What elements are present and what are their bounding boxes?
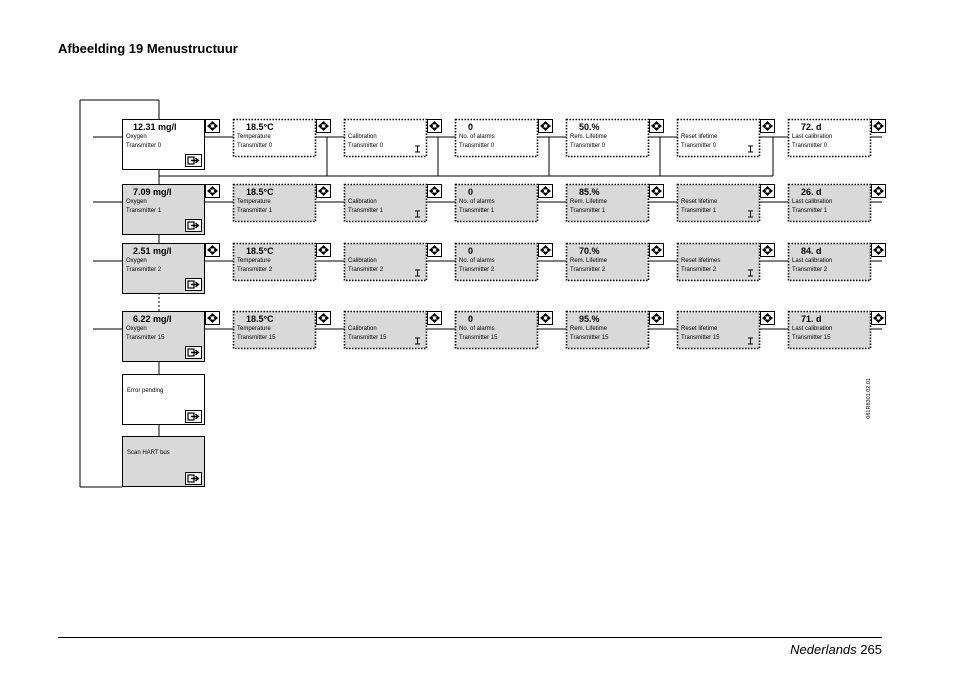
four-arrows-icon (650, 312, 664, 325)
parameter-label: No. of alarms (459, 258, 495, 264)
parameter-transmitter: Transmitter 1 (459, 208, 495, 214)
parameter-transmitter: Transmitter 1 (348, 208, 384, 214)
four-arrows-icon (539, 185, 553, 198)
four-arrows-icon (428, 120, 442, 133)
four-arrows-icon (206, 244, 220, 257)
parameter-value: 18.5°C (246, 122, 274, 132)
exit-icon (186, 347, 202, 359)
parameter-value: 0 (468, 187, 474, 197)
menu-label: Error pending (127, 388, 164, 394)
main-transmitter: Transmitter 0 (126, 143, 162, 149)
parameter-label: Calibration (348, 258, 377, 264)
parameter-value: 18.5°C (246, 246, 274, 256)
four-arrows-icon (872, 120, 886, 133)
four-arrows-icon (872, 185, 886, 198)
menu-label: Scan HART bus (127, 450, 170, 456)
page-footer (790, 642, 882, 657)
main-transmitter: Transmitter 15 (126, 335, 165, 341)
parameter-value: 71. d (801, 314, 822, 324)
four-arrows-icon (872, 312, 886, 325)
four-arrows-icon (206, 120, 220, 133)
four-arrows-icon (539, 244, 553, 257)
parameter-transmitter: Transmitter 15 (237, 335, 276, 341)
parameter-transmitter: Transmitter 0 (570, 143, 606, 149)
four-arrows-icon (206, 312, 220, 325)
parameter-label: Calibration (348, 326, 377, 332)
parameter-value: 0 (468, 314, 474, 324)
parameter-label: Temperature (237, 326, 271, 332)
parameter-value: 84. d (801, 246, 822, 256)
four-arrows-icon (650, 185, 664, 198)
exit-icon (186, 155, 202, 167)
parameter-transmitter: Transmitter 15 (792, 335, 831, 341)
parameter-label: Temperature (237, 134, 271, 140)
parameter-transmitter: Transmitter 15 (681, 335, 720, 341)
parameter-transmitter: Transmitter 2 (237, 267, 273, 273)
parameter-label: Reset lifetime (681, 134, 718, 140)
exit-icon (186, 473, 202, 485)
parameter-label: Last calibration (792, 199, 833, 205)
parameter-label: No. of alarms (459, 326, 495, 332)
four-arrows-icon (317, 244, 331, 257)
parameter-transmitter: Transmitter 0 (681, 143, 717, 149)
parameter-label: Reset lifetime (681, 199, 718, 205)
parameter-label: Last calibration (792, 134, 833, 140)
parameter-value: 0 (468, 122, 474, 132)
footer-language: Nederlands (790, 642, 857, 657)
parameter-transmitter: Transmitter 1 (681, 208, 717, 214)
four-arrows-icon (872, 244, 886, 257)
main-label: Oxygen (126, 134, 147, 140)
parameter-label: Rem. Lifetime (570, 199, 608, 205)
parameter-label: Last calibration (792, 258, 833, 264)
four-arrows-icon (428, 185, 442, 198)
parameter-transmitter: Transmitter 2 (681, 267, 717, 273)
parameter-transmitter: Transmitter 0 (348, 143, 384, 149)
parameter-label: Rem. Lifetime (570, 326, 608, 332)
parameter-transmitter: Transmitter 15 (459, 335, 498, 341)
four-arrows-icon (761, 185, 775, 198)
parameter-label: Calibration (348, 199, 377, 205)
parameter-label: No. of alarms (459, 134, 495, 140)
parameter-value: 26. d (801, 187, 822, 197)
parameter-transmitter: Transmitter 2 (570, 267, 606, 273)
four-arrows-icon (317, 312, 331, 325)
four-arrows-icon (317, 185, 331, 198)
parameter-transmitter: Transmitter 15 (570, 335, 609, 341)
footer-rule (58, 637, 882, 638)
four-arrows-icon (650, 120, 664, 133)
four-arrows-icon (317, 120, 331, 133)
parameter-label: No. of alarms (459, 199, 495, 205)
parameter-label: Last calibration (792, 326, 833, 332)
parameter-label: Rem. Lifetime (570, 134, 608, 140)
parameter-value: 72. d (801, 122, 822, 132)
four-arrows-icon (428, 312, 442, 325)
parameter-label: Temperature (237, 258, 271, 264)
four-arrows-icon (761, 312, 775, 325)
main-value: 6.22 mg/l (133, 314, 172, 324)
parameter-label: Temperature (237, 199, 271, 205)
parameter-label: Reset lifetime (681, 326, 718, 332)
parameter-value: 18.5°C (246, 187, 274, 197)
four-arrows-icon (539, 120, 553, 133)
parameter-label: Calibration (348, 134, 377, 140)
parameter-transmitter: Transmitter 1 (237, 208, 273, 214)
four-arrows-icon (539, 312, 553, 325)
main-label: Oxygen (126, 199, 147, 205)
parameter-transmitter: Transmitter 0 (792, 143, 828, 149)
parameter-label: Rem. Lifetime (570, 258, 608, 264)
page-title: Afbeelding 19 Menustructuur (58, 41, 238, 56)
parameter-value: 95.% (579, 314, 600, 324)
four-arrows-icon (428, 244, 442, 257)
main-transmitter: Transmitter 1 (126, 208, 162, 214)
page-number: 265 (860, 642, 882, 657)
parameter-value: 50.% (579, 122, 600, 132)
parameter-value: 18.5°C (246, 314, 274, 324)
parameter-label: Reset lifetimes (681, 258, 721, 264)
four-arrows-icon (761, 120, 775, 133)
parameter-transmitter: Transmitter 0 (237, 143, 273, 149)
main-value: 2.51 mg/l (133, 246, 172, 256)
main-value: 7.09 mg/l (133, 187, 172, 197)
figure-code: 081R8301.02.01 (866, 378, 872, 419)
parameter-value: 0 (468, 246, 474, 256)
parameter-transmitter: Transmitter 2 (348, 267, 384, 273)
parameter-transmitter: Transmitter 2 (792, 267, 828, 273)
parameter-transmitter: Transmitter 1 (792, 208, 828, 214)
main-value: 12.31 mg/l (133, 122, 177, 132)
exit-icon (186, 279, 202, 291)
main-label: Oxygen (126, 326, 147, 332)
main-label: Oxygen (126, 258, 147, 264)
four-arrows-icon (650, 244, 664, 257)
parameter-transmitter: Transmitter 0 (459, 143, 495, 149)
four-arrows-icon (761, 244, 775, 257)
exit-icon (186, 411, 202, 423)
parameter-value: 85.% (579, 187, 600, 197)
parameter-transmitter: Transmitter 15 (348, 335, 387, 341)
parameter-transmitter: Transmitter 1 (570, 208, 606, 214)
exit-icon (186, 220, 202, 232)
parameter-value: 70.% (579, 246, 600, 256)
four-arrows-icon (206, 185, 220, 198)
parameter-transmitter: Transmitter 2 (459, 267, 495, 273)
main-transmitter: Transmitter 2 (126, 267, 162, 273)
